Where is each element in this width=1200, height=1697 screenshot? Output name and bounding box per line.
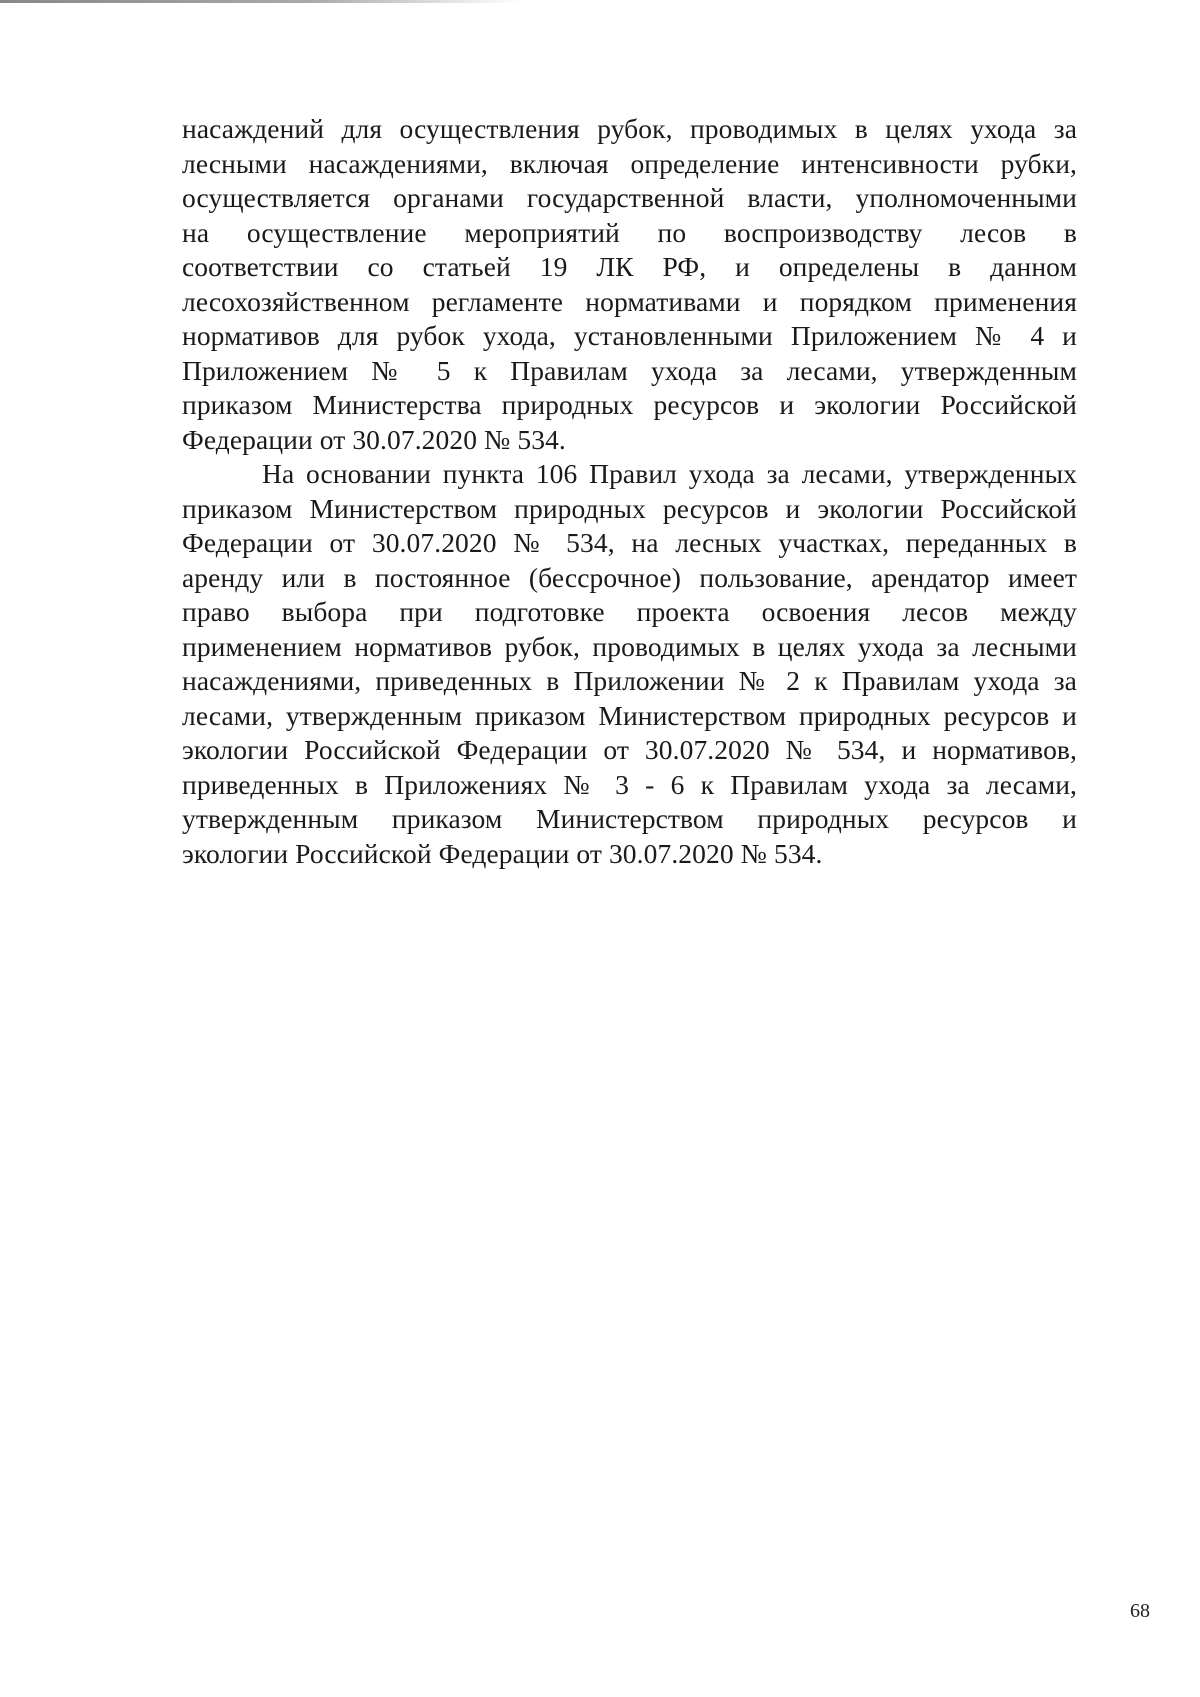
text-line: На основании пункта 106 Правил ухода за лесами, утвержденных [262,458,1077,489]
text-line: применением нормативов рубок, проводимых в целях ухода за лесными [182,630,1077,662]
text-line: экологии Российской Федерации от 30.07.2020 № 534. [182,837,823,869]
text-line: аренду или в постоянное (бессрочное) пользование, арендатор имеет [182,561,1077,593]
text-line: утвержденным приказом Министерством природных ресурсов и [182,803,1077,834]
text-line: Федерации от 30.07.2020 № 534, на лесных участках, переданных в [182,527,1077,558]
scan-top-edge [0,0,520,3]
page-number: 68 [1130,1600,1150,1622]
text-line: на осуществление мероприятий по воспроизводству лесов в [182,216,1077,248]
text-line: Приложением № 5 к Правилам ухода за лесами, утвержденным [182,354,1077,386]
document-body [182,112,1077,871]
text-line: приказом Министерства природных ресурсов и экологии Российской [182,389,1077,420]
text-line: лесными насаждениями, включая определение интенсивности рубки, [182,147,1077,179]
text-line: экологии Российской Федерации от 30.07.2020 № 534, и нормативов, [182,734,1077,765]
text-line: нормативов для рубок ухода, установленными Приложением № 4 и [182,320,1077,351]
text-line: насаждений для осуществления рубок, проводимых в целях ухода за [182,113,1077,144]
text-line: приведенных в Приложениях № 3 - 6 к Правилам ухода за лесами, [182,768,1077,800]
text-line: приказом Министерством природных ресурсов и экологии Российской [182,492,1077,524]
text-line: лесохозяйственном регламенте нормативами и порядком применения [182,285,1077,317]
text-line: осуществляется органами государственной власти, уполномоченными [182,182,1077,213]
text-line: Федерации от 30.07.2020 № 534. [182,423,566,455]
paragraph-1 [182,112,1077,457]
text-line: лесами, утвержденным приказом Министерством природных ресурсов и [182,699,1077,731]
paragraph-2 [182,457,1077,871]
text-line: насаждениями, приведенных в Приложении № 2 к Правилам ухода за [182,665,1077,696]
text-line: право выбора при подготовке проекта освоения лесов между [182,596,1077,627]
text-line: соответствии со статьей 19 ЛК РФ, и определены в данном [182,251,1077,282]
